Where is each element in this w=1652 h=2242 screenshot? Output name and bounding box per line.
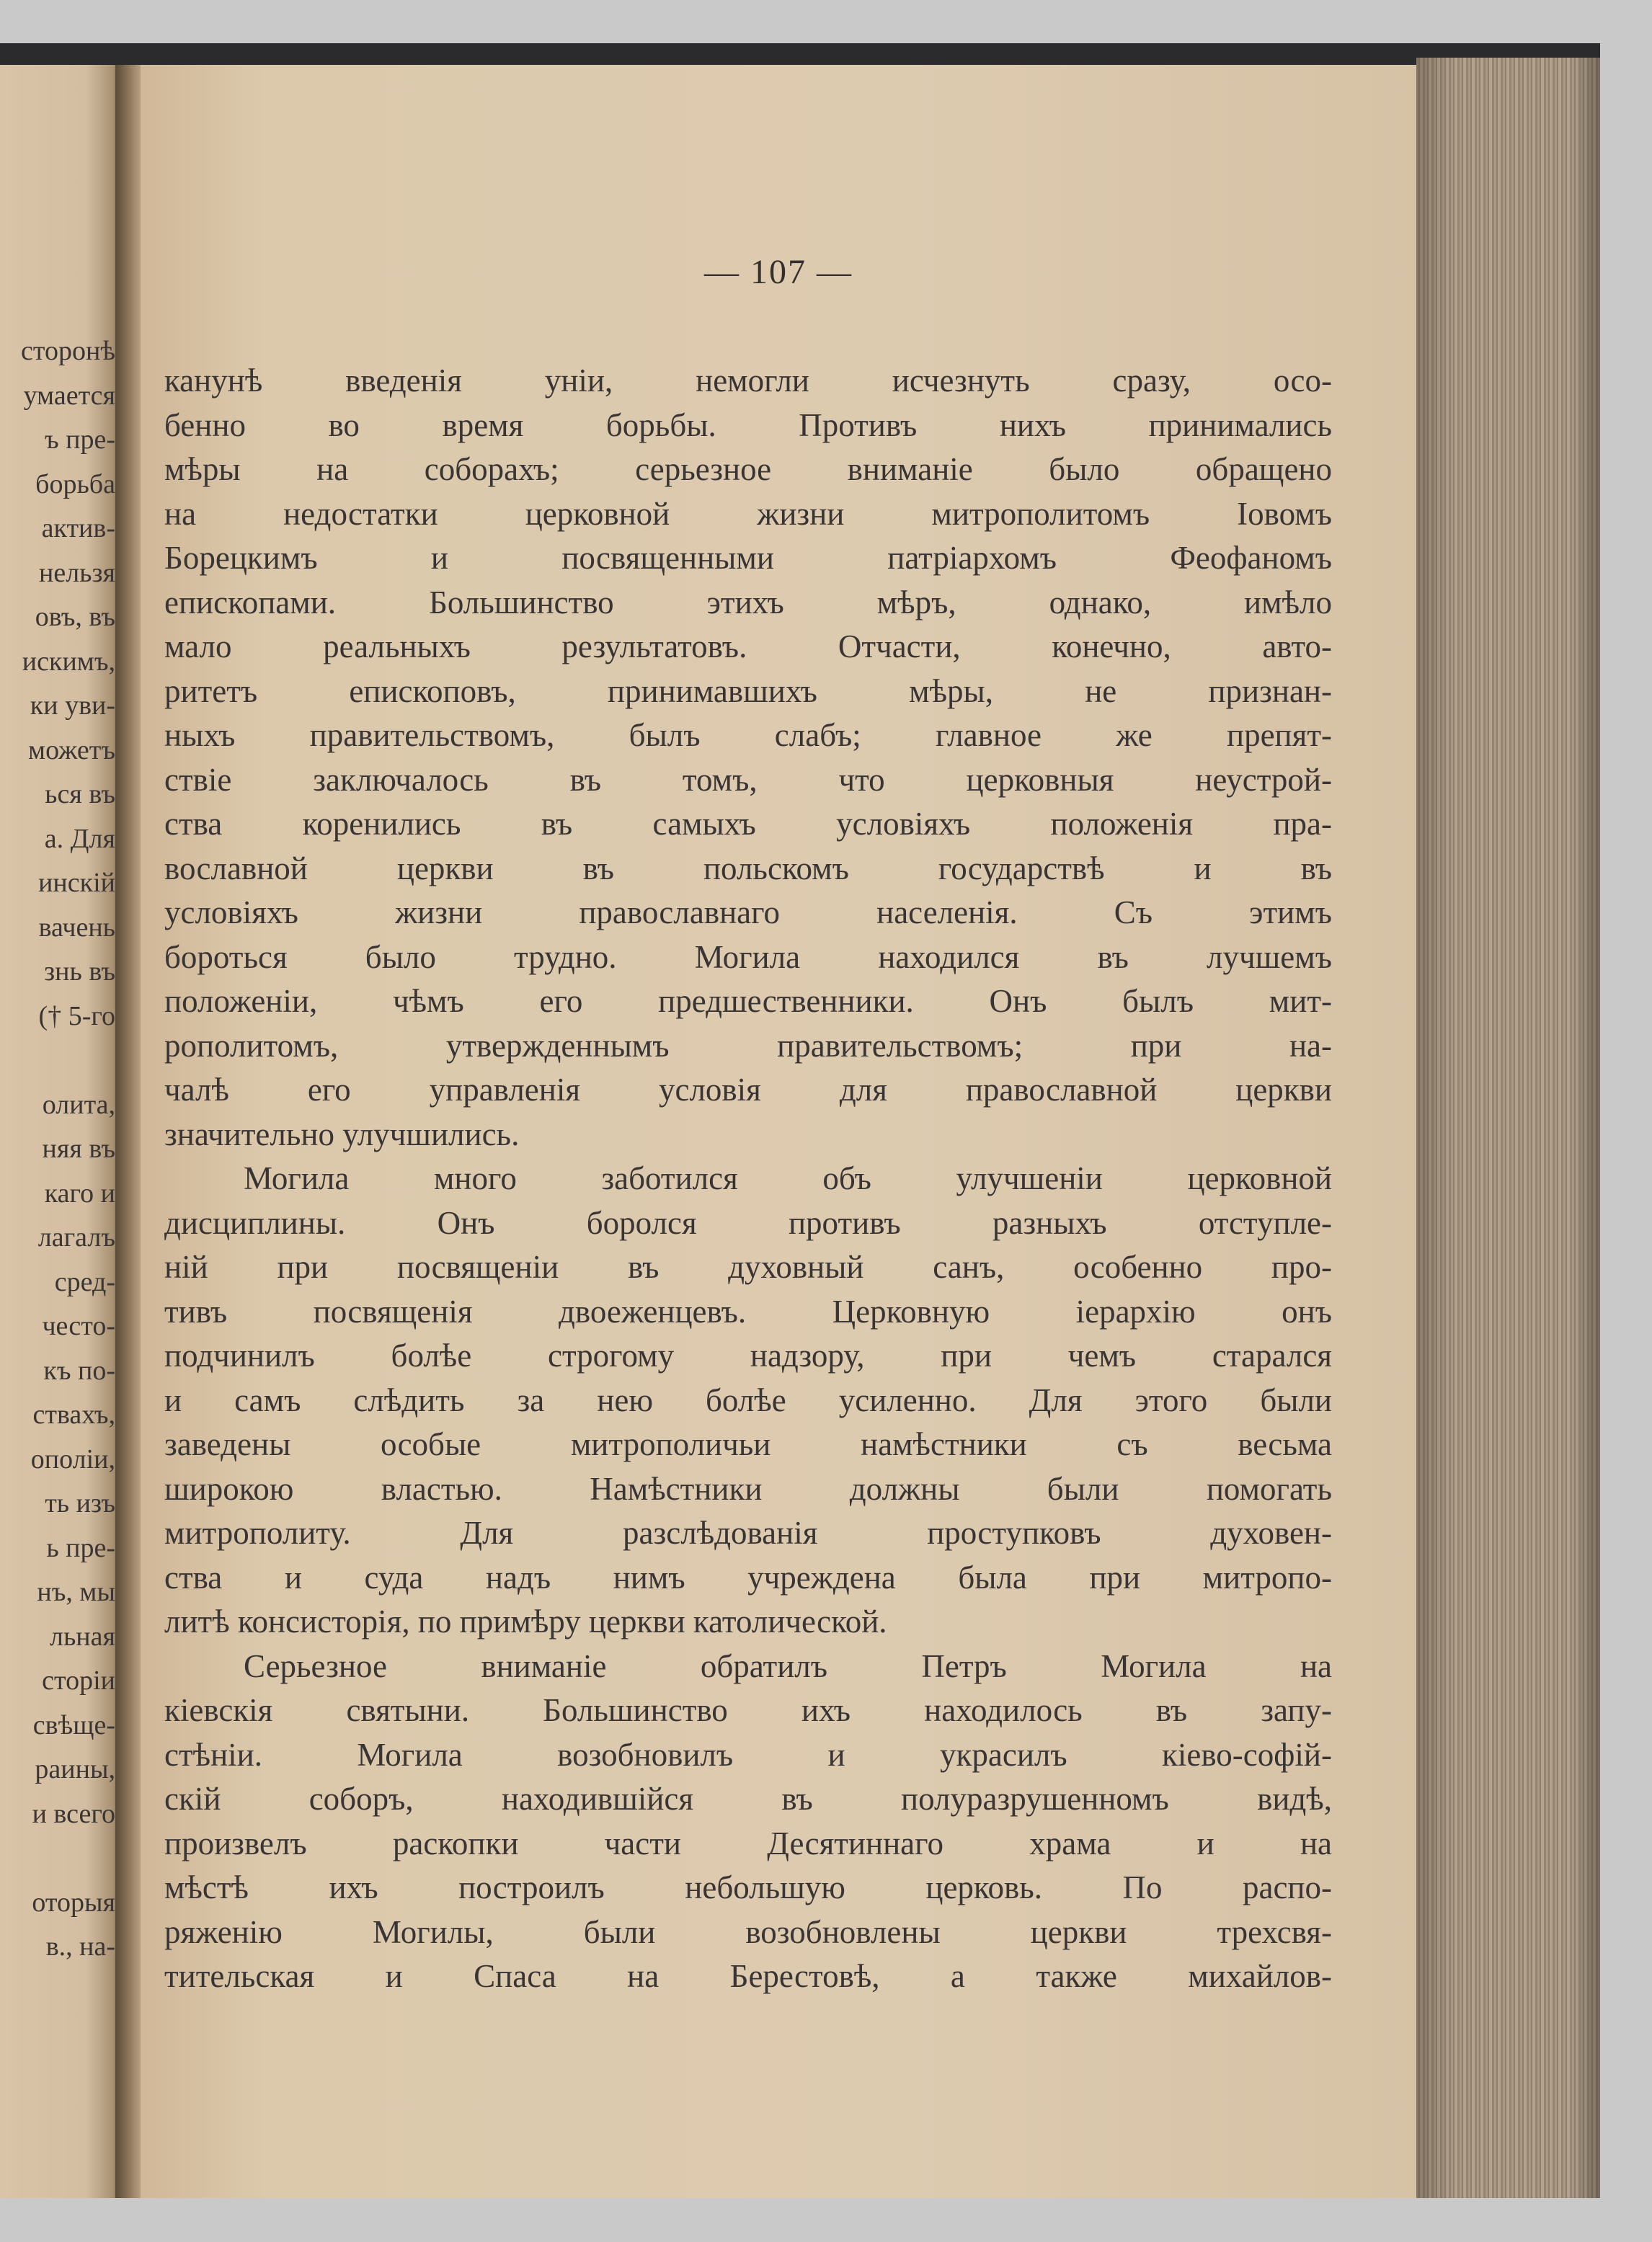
left-page-line-fragment: къ по-	[43, 1355, 115, 1386]
text-line: тительская и Спаса на Берестовѣ, а также михайлов-	[164, 1958, 1332, 1994]
left-page-line-fragment: и всего	[32, 1798, 115, 1829]
text-line: вославной церкви въ польскомъ государствѣ и въ	[164, 850, 1332, 886]
text-line: митрополиту. Для разслѣдованія проступковъ духовен-	[164, 1515, 1332, 1551]
right-page	[141, 65, 1416, 2198]
text-line: Серьезное вниманіе обратилъ Петръ Могила на	[244, 1647, 1332, 1684]
text-line: ствіе заключалось въ томъ, что церковныя неустрой-	[164, 761, 1332, 798]
left-page-line-fragment: нельзя	[39, 557, 115, 588]
left-page-line-fragment: оторыя	[32, 1887, 115, 1918]
left-page-line-fragment: ки уви-	[30, 690, 115, 721]
text-line: Могила много заботился объ улучшеніи церковной	[244, 1160, 1332, 1196]
text-line: ства и суда надъ нимъ учреждена была при митропо-	[164, 1559, 1332, 1596]
text-line: ній при посвященіи въ духовный санъ, особенно про-	[164, 1249, 1332, 1285]
left-page-line-fragment: ть изъ	[45, 1488, 115, 1518]
left-page-line-fragment: в., на-	[45, 1931, 115, 1962]
left-page-line-fragment: ь пре-	[46, 1532, 115, 1563]
left-page-line-fragment: ствахъ,	[32, 1400, 115, 1430]
text-line: мало реальныхъ результатовъ. Отчасти, конечно, авто-	[164, 628, 1332, 664]
text-line: Борецкимъ и посвященными патріархомъ Феофаномъ	[164, 540, 1332, 576]
page-number: — 107 —	[704, 253, 853, 291]
page-edges	[1416, 58, 1600, 2198]
left-page-line-fragment: ься въ	[45, 779, 115, 809]
text-line: заведены особые митрополичьи намѣстники съ весьма	[164, 1426, 1332, 1462]
text-line: рополитомъ, утвержденнымъ правительствомъ; при на-	[164, 1027, 1332, 1064]
text-line: мѣры на соборахъ; серьезное вниманіе было обращено	[164, 451, 1332, 487]
left-page-line-fragment: ополіи,	[30, 1443, 115, 1474]
left-page-line-fragment: сторіи	[42, 1665, 115, 1696]
text-line: бороться было трудно. Могила находился въ лучшемъ	[164, 938, 1332, 975]
left-page-line-fragment: често-	[42, 1311, 115, 1341]
text-line: ритетъ епископовъ, принимавшихъ мѣры, не признан-	[164, 672, 1332, 709]
left-page-line-fragment: († 5-го	[38, 1000, 115, 1031]
left-page-line-fragment: сред-	[54, 1266, 115, 1297]
left-page-line-fragment: сторонѣ	[21, 336, 115, 366]
book-scan	[0, 43, 1600, 2198]
left-page-line-fragment: каго и	[44, 1178, 115, 1209]
left-page-line-fragment: олита,	[42, 1089, 115, 1120]
left-page-line-fragment: нъ, мы	[37, 1577, 115, 1607]
left-page-line-fragment: свѣще-	[32, 1709, 115, 1740]
left-page-line-fragment: льная	[50, 1621, 115, 1652]
text-line: на недостатки церковной жизни митрополитомъ Іовомъ	[164, 495, 1332, 532]
left-page-line-fragment: актив-	[41, 513, 115, 543]
text-line: значительно улучшились.	[164, 1116, 520, 1152]
text-line: произвелъ раскопки части Десятиннаго храма и на	[164, 1825, 1332, 1861]
text-line: литѣ консисторія, по примѣру церкви католической.	[164, 1603, 887, 1640]
left-page-line-fragment: знь въ	[44, 956, 115, 987]
text-line: стѣніи. Могила возобновилъ и украсилъ кіево-софій-	[164, 1736, 1332, 1773]
left-page-line-fragment: ъ пре-	[44, 424, 115, 455]
text-line: ныхъ правительствомъ, былъ слабъ; главное же препят-	[164, 717, 1332, 753]
left-page-line-fragment: искимъ,	[22, 646, 115, 677]
text-line: положеніи, чѣмъ его предшественники. Онъ былъ мит-	[164, 983, 1332, 1019]
left-page-line-fragment: вачень	[38, 912, 115, 943]
text-line: дисциплины. Онъ боролся противъ разныхъ отступле-	[164, 1204, 1332, 1241]
left-page-line-fragment: а. Для	[44, 823, 115, 854]
text-line: ряженію Могилы, были возобновлены церкви трехсвя-	[164, 1913, 1332, 1950]
text-line: подчинилъ болѣе строгому надзору, при чемъ старался	[164, 1338, 1332, 1374]
left-page-line-fragment: умается	[23, 380, 115, 411]
left-page-line-fragment: инскій	[38, 868, 115, 898]
text-line: епископами. Большинство этихъ мѣръ, однако, имѣло	[164, 584, 1332, 620]
text-line: бенно во время борьбы. Противъ нихъ принимались	[164, 406, 1332, 443]
book-gutter	[115, 65, 144, 2198]
left-page-line-fragment: можетъ	[28, 734, 115, 765]
text-line: тивъ посвященія двоеженцевъ. Церковную іерархію онъ	[164, 1293, 1332, 1330]
left-page-line-fragment: борьба	[35, 468, 115, 499]
text-line: ства коренились въ самыхъ условіяхъ положенія пра-	[164, 806, 1332, 842]
left-page-line-fragment: няя въ	[42, 1134, 115, 1164]
text-line: условіяхъ жизни православнаго населенія. Съ этимъ	[164, 894, 1332, 930]
text-line: широкою властью. Намѣстники должны были помогать	[164, 1470, 1332, 1507]
text-line: кіевскія святыни. Большинство ихъ находилось въ запу-	[164, 1692, 1332, 1728]
left-page-line-fragment: раины,	[35, 1754, 115, 1784]
body-text	[164, 359, 1332, 1999]
text-line: чалѣ его управленія условія для православной церкви	[164, 1072, 1332, 1108]
text-line: канунѣ введенія уніи, немогли исчезнуть сразу, осо-	[164, 362, 1332, 399]
text-line: мѣстѣ ихъ построилъ небольшую церковь. По распо-	[164, 1869, 1332, 1905]
left-page-fragment	[0, 65, 123, 2198]
text-line: скій соборъ, находившійся въ полуразрушенномъ видѣ,	[164, 1781, 1332, 1817]
left-page-line-fragment: лагалъ	[37, 1222, 115, 1253]
left-page-line-fragment: овъ, въ	[35, 602, 115, 632]
text-line: и самъ слѣдить за нею болѣе усиленно. Для этого были	[164, 1382, 1332, 1418]
